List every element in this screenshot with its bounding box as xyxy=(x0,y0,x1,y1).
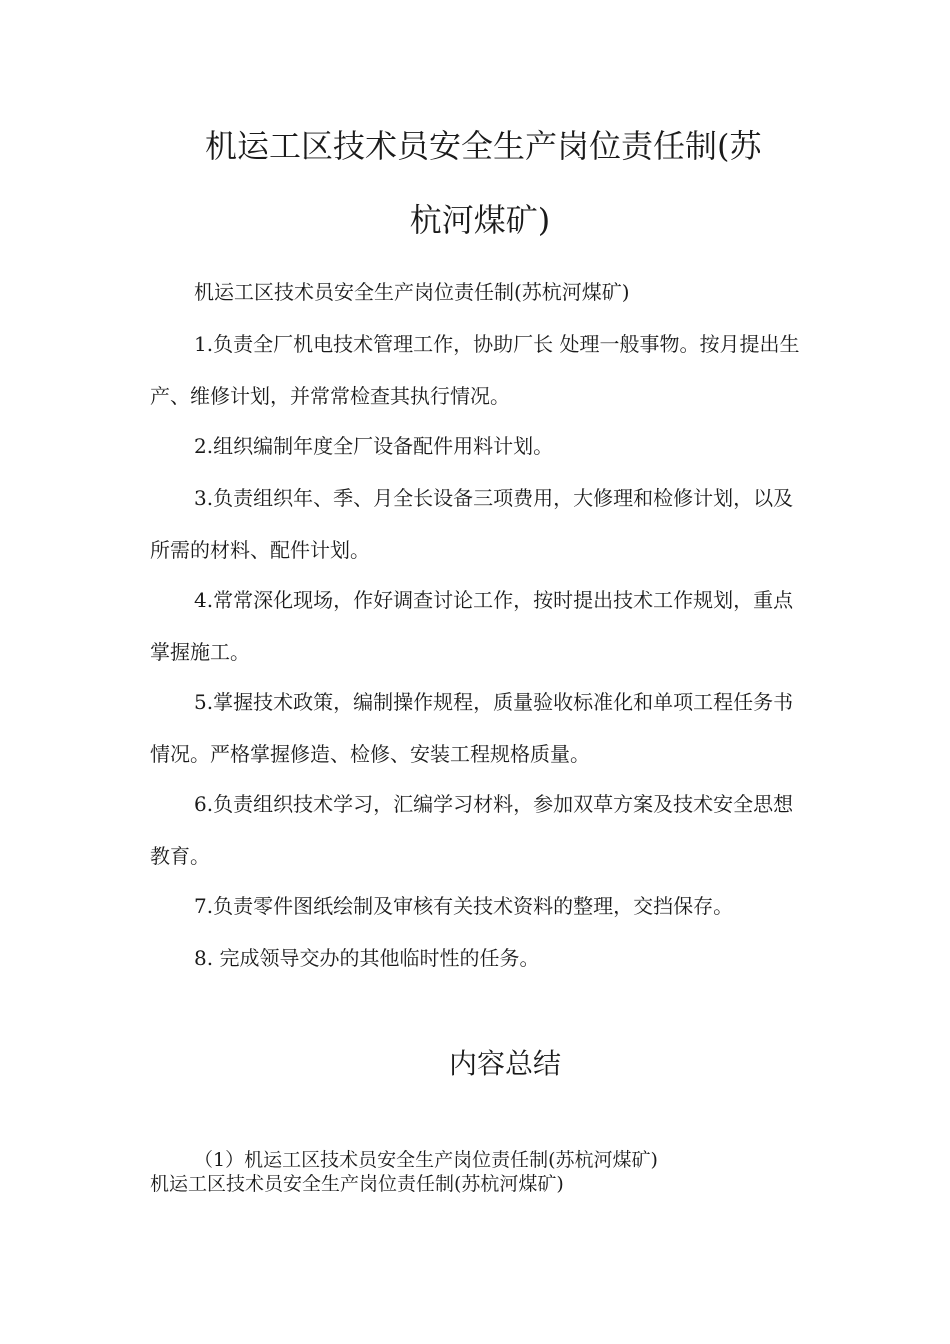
summary-block xyxy=(150,1148,830,1196)
paragraph-item-2: 2.组织编制年度全厂设备配件用料计划。 xyxy=(194,434,554,458)
paragraph-heading: 机运工区技术员安全生产岗位责任制(苏杭河煤矿) xyxy=(194,280,630,304)
paragraph-item-6: 6.负责组织技术学习，汇编学习材料，参加双草方案及技术安全思想教育。 xyxy=(150,792,794,868)
paragraph-item-3: 3.负责组织年、季、月全长设备三项费用，大修理和检修计划，以及 所需的材料、配件计划。 xyxy=(150,486,794,562)
summary-line-1: （1）机运工区技术员安全生产岗位责任制(苏杭河煤矿) xyxy=(194,1149,658,1171)
summary-heading: 内容总结 xyxy=(448,1047,561,1080)
paragraph-item-8: 8. 完成领导交办的其他临时性的任务。 xyxy=(194,946,540,970)
summary-line-2: 机运工区技术员安全生产岗位责任制(苏杭河煤矿) xyxy=(150,1173,564,1195)
paragraph-item-4: 4.常常深化现场，作好调查讨论工作，按时提出技术工作规划，重点掌握施工。 xyxy=(150,588,794,664)
paragraph-item-1: 1.负责全厂机电技术管理工作，协助厂长 处理一般事物。按月提出生产、维修计划，并常常检查其执行情况。 xyxy=(150,332,800,408)
paragraph-item-5: 5.掌握技术政策，编制操作规程，质量验收标准化和单项工程任务书情况。严格掌握修造、检修、安装工程规格质量。 xyxy=(150,690,794,766)
document-title-line-1: 机运工区技术员安全生产岗位责任制(苏 xyxy=(205,127,762,165)
document-title-line-2: 杭河煤矿) xyxy=(409,201,551,239)
paragraph-item-7: 7.负责零件图纸绘制及审核有关技术资料的整理，交挡保存。 xyxy=(194,894,734,918)
